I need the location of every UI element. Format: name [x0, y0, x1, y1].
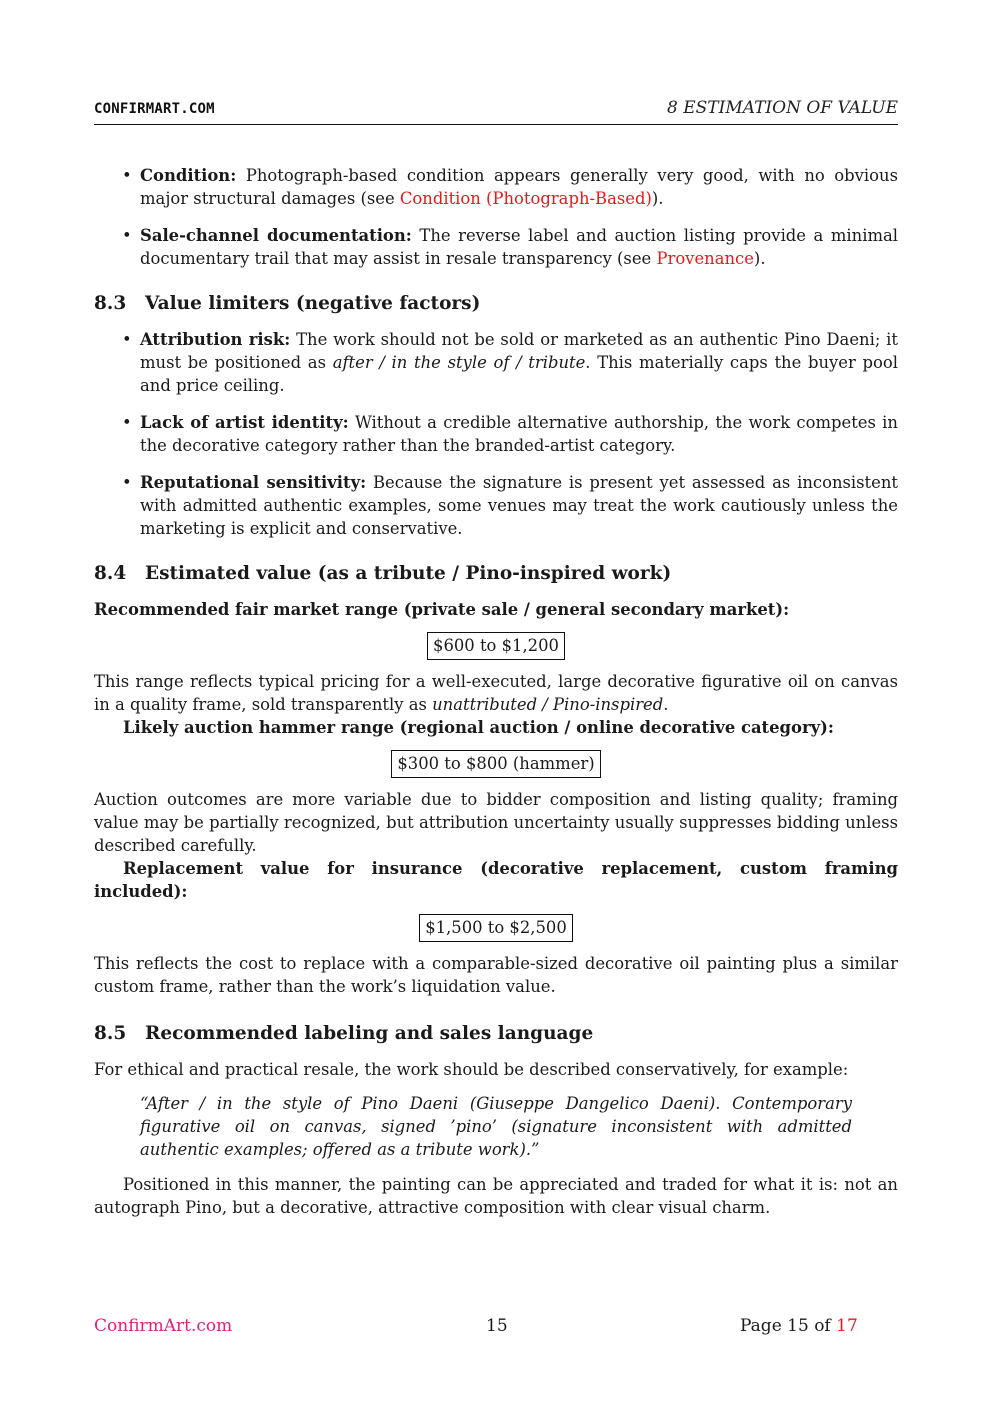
footer-page-number: 15 — [486, 1316, 508, 1336]
paragraph-text: This range reflects typical pricing for a well-executed, large decorative figurative oil on canvas in a quality frame, sold transparently as — [94, 672, 898, 714]
auction-value-box: $300 to $800 (hammer) — [391, 750, 600, 778]
auction-paragraph: Auction outcomes are more variable due to bidder composition and listing quality; framing value may be partially recognized, but attribution uncertainty usually suppresses bidding unless described carefully. — [94, 790, 898, 855]
bullet-icon: • — [122, 166, 132, 185]
bullet-label: Condition: — [140, 166, 237, 185]
section-heading-8-5 — [94, 1022, 898, 1046]
fmv-box-wrap — [94, 632, 898, 660]
fmv-value-box: $600 to $1,200 — [427, 632, 565, 660]
closing-paragraph: Positioned in this manner, the painting can be appreciated and traded for what it is: not an autograph Pino, but a decorative, attractive composition with clear visual charm. — [94, 1175, 898, 1217]
page-header — [94, 98, 898, 125]
footer-site-link[interactable]: ConfirmArt.com — [94, 1316, 233, 1336]
bullet-icon: • — [122, 226, 132, 245]
confirmart-logo: CONFIRMART.COM — [94, 101, 215, 117]
bullet-text: The reverse label and auction listing provide a minimal documentary trail that may assist in resale transparency (see — [140, 226, 899, 268]
section-number: 8.5 — [94, 1023, 127, 1044]
main-content — [94, 164, 898, 1219]
section-heading-8-3 — [94, 292, 898, 316]
link-condition[interactable]: Condition (Photograph-Based) — [399, 189, 652, 208]
section-title: Recommended labeling and sales language — [145, 1023, 594, 1044]
bullet-text: Without a credible alternative authorship, the work competes in the decorative category rather than the branded-artist category. — [140, 413, 898, 455]
insurance-value-box: $1,500 to $2,500 — [419, 914, 573, 942]
list-item-sale-channel — [94, 224, 898, 270]
bullet-icon: • — [122, 413, 132, 432]
list-item-attribution-risk — [94, 328, 898, 397]
bullet-text: ). — [753, 249, 766, 268]
footer-page-count — [740, 1316, 858, 1336]
labeling-intro: For ethical and practical resale, the work should be described conservatively, for example: — [94, 1060, 849, 1079]
section-title: Estimated value (as a tribute / Pino-inspired work) — [145, 563, 672, 584]
sample-label-quote: “After / in the style of Pino Daeni (Giuseppe Dangelico Daeni). Contemporary figurative oil on canvas, signed ’pino’ (signature inconsistent with admitted authentic examples; offered as a tribute work).” — [140, 1094, 852, 1159]
bullet-text: Because the signature is present yet assessed as inconsistent with admitted authentic examples, some venues may treat the work cautiously unless the marketing is explicit and conservative. — [140, 473, 898, 538]
bullet-text: . This materially caps the buyer pool and price ceiling. — [140, 353, 898, 395]
page-count-prefix: Page 15 of — [740, 1316, 837, 1336]
fmv-paragraph — [94, 670, 898, 716]
section-number: 8.4 — [94, 563, 127, 584]
list-item-artist-identity — [94, 411, 898, 457]
bullet-label: Reputational sensitivity: — [140, 473, 367, 492]
bullet-italic-text: after / in the style of / tribute — [332, 353, 586, 372]
bullet-label: Sale-channel documentation: — [140, 226, 412, 245]
list-item-condition — [94, 164, 898, 210]
bullet-list-top — [94, 164, 898, 270]
fmv-label: Recommended fair market range (private sale / general secondary market): — [94, 600, 790, 619]
auction-label: Likely auction hammer range (regional auction / online decorative category): — [123, 718, 834, 737]
bullet-icon: • — [122, 473, 132, 492]
running-title: 8 ESTIMATION OF VALUE — [667, 98, 898, 118]
insurance-label: Replacement value for insurance (decorative replacement, custom framing included): — [94, 859, 898, 901]
bullet-list-limiters — [94, 328, 898, 540]
bullet-text: Photograph-based condition appears generally very good, with no obvious major structural damages (see — [140, 166, 898, 208]
list-item-reputational — [94, 471, 898, 540]
section-heading-8-4 — [94, 562, 898, 586]
paragraph-text: . — [663, 695, 669, 714]
bullet-label: Attribution risk: — [140, 330, 291, 349]
insurance-paragraph: This reflects the cost to replace with a comparable-sized decorative oil painting plus a similar custom frame, rather than the work’s liquidation value. — [94, 954, 898, 996]
link-provenance[interactable]: Provenance — [656, 249, 754, 268]
page-total-link[interactable]: 17 — [836, 1316, 858, 1336]
paragraph-italic: unattributed / Pino-inspired — [432, 695, 664, 714]
insurance-box-wrap — [94, 914, 898, 942]
section-number: 8.3 — [94, 293, 127, 314]
section-title: Value limiters (negative factors) — [145, 293, 481, 314]
auction-box-wrap — [94, 750, 898, 778]
bullet-text: ). — [651, 189, 664, 208]
bullet-label: Lack of artist identity: — [140, 413, 349, 432]
bullet-icon: • — [122, 330, 132, 349]
bullet-text: The work should not be sold or marketed as an authentic Pino Daeni; it must be positioned as — [140, 330, 898, 372]
